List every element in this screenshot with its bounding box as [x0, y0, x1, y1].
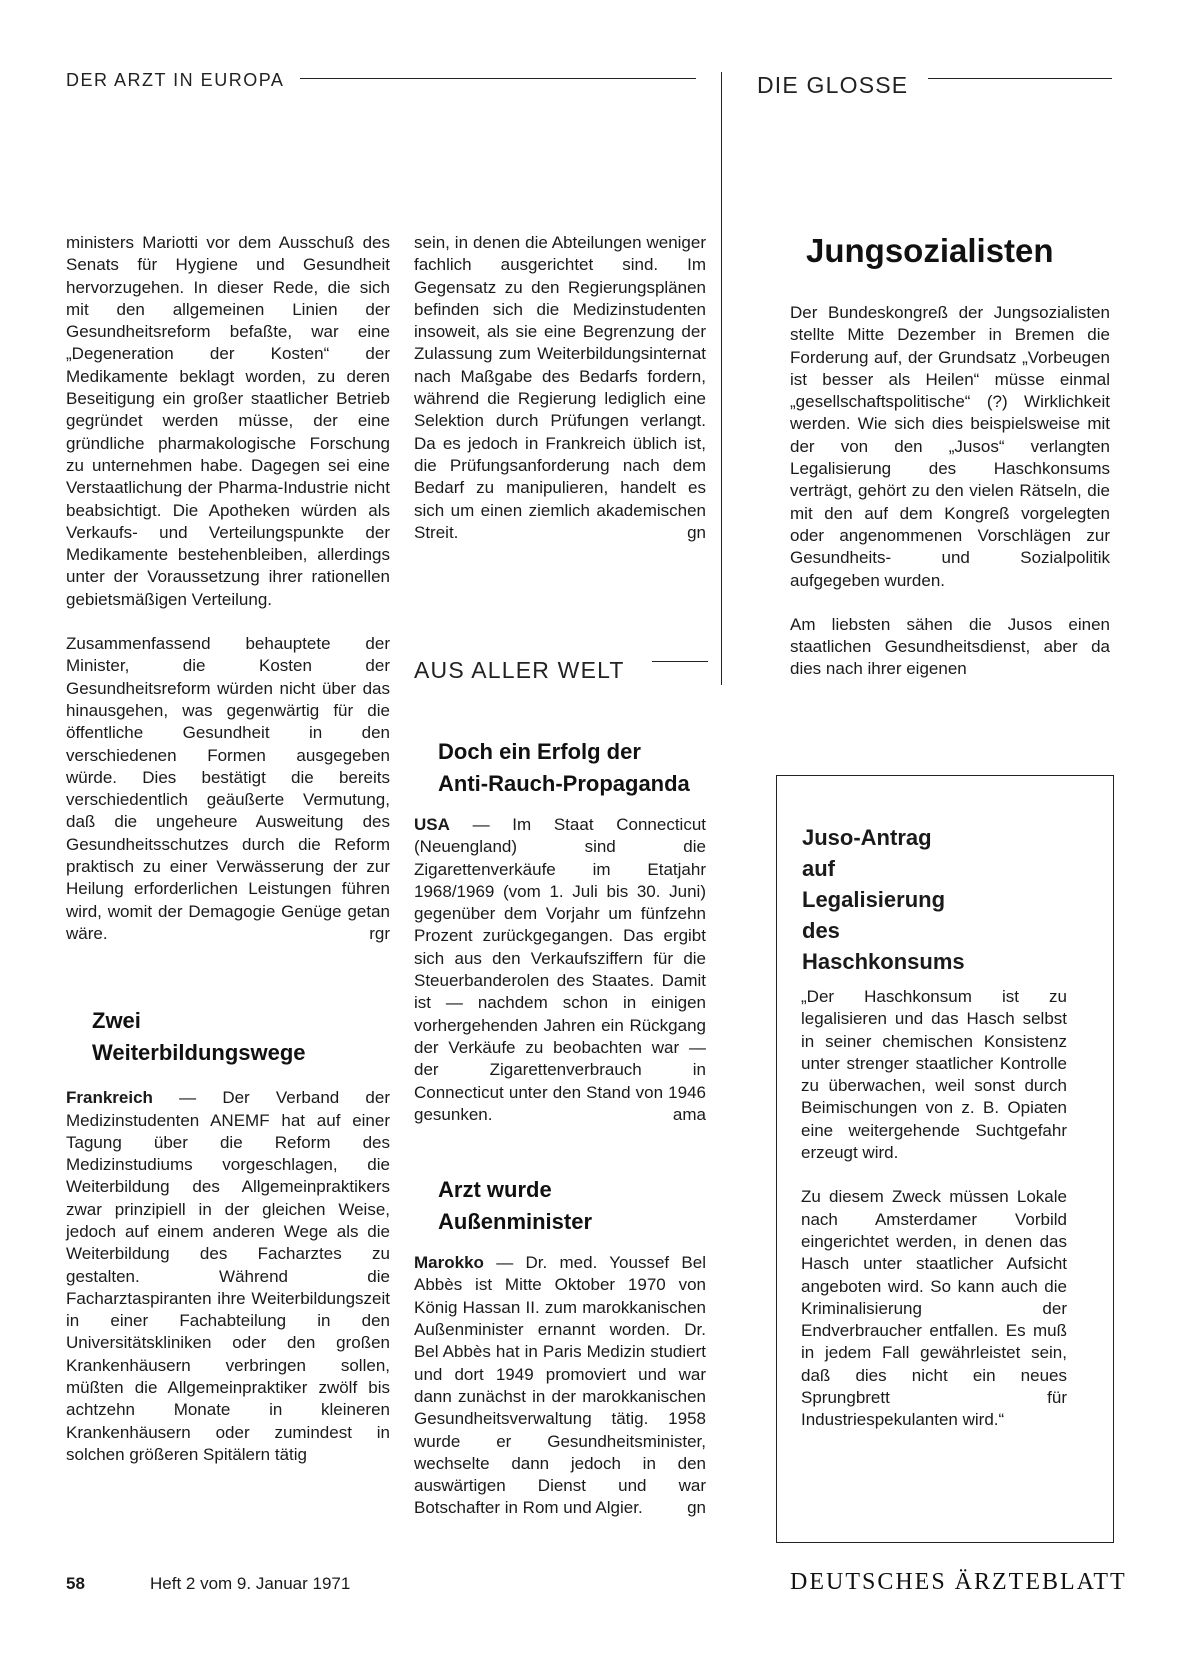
publication-name: DEUTSCHES ÄRZTEBLATT — [790, 1569, 1127, 1595]
column-2 — [414, 232, 706, 544]
article-dateline: USA — [414, 815, 450, 834]
section-label-aus-aller-welt: AUS ALLER WELT — [414, 657, 625, 683]
article-body — [66, 1087, 390, 1466]
article-text: — Dr. med. Youssef Bel Abbès ist Mitte Oktober 1970 von König Hassan II. zum marokkanischen Außenminister ernannt worden. Dr. Bel Abbès hat in Paris Medizin studiert und dort 1949 promoviert und war dann zunächst in der marokkanischen Gesundheitsverwaltung tätig. 1958 wurde er Gesundheitsminister, wechselte dann jedoch in den auswärtigen Dienst und war Botschafter in Rom und Algier. — [414, 1253, 706, 1518]
author-signature: rgr — [369, 923, 390, 943]
paragraph-text: Zusammenfassend behauptete der Minister, die Kosten der Gesundheitsreform würden nicht über das hinausgehen, was gegenwärtig für die öffentliche Gesundheit in den verschiedenen Formen ausgegeben würde. Dies bestätigt die bereits verschiedentlich geäußerte Vermutung, daß die ungeheure Ausweitung des Gesundheitsschutzes durch die Reform praktisch zu einer Verwässerung der zur Heilung erforderlichen Leistungen führen wird, womit der Demagogie Genüge getan wäre. — [66, 634, 390, 943]
article-body — [414, 1252, 706, 1520]
paragraph-text: sein, in denen die Abteilungen weniger fachlich ausgerichtet sind. Im Gegensatz zu den Regierungsplänen befinden sich die Medizinstudenten insoweit, als sie eine Begrenzung der Zulassung zum Weiterbildungsinternat nach Maßgabe des Bedarfs fordern, während die Regierung lediglich eine Selektion durch Prüfungen verlangt. Da es jedoch in Frankreich üblich ist, die Prüfungsanforderung nach dem Bedarf zu manipulieren, handelt es sich um einen ziemlich akademischen Streit. — [414, 233, 706, 542]
paragraph: Zu diesem Zweck müssen Lokale nach Amsterdamer Vorbild eingerichtet werden, in denen das Hasch unter staatlicher Aufsicht angeboten wird. So kann auch die Kriminalisierung der Endverbraucher entfallen. Es muß in jedem Fall gewährleistet sein, daß dies nicht ein neues Sprungbrett für Industriespekulanten wird.“ — [801, 1187, 1067, 1430]
column-divider — [721, 72, 722, 685]
article-dateline: Frankreich — [66, 1088, 153, 1108]
author-signature: gn — [687, 522, 706, 542]
paragraph: ministers Mariotti vor dem Ausschuß des Senats für Hygiene und Gesundheit hervorzugehen. In dieser Rede, die sich mit den allgemeinen Linien der Gesundheitsreform befaßte, war eine „Degeneration der Kosten“ der Medikamente beklagt worden, zu deren Beseitigung ein großer staatlicher Betrieb gegründet werden müsse, der eine gründliche pharmakologische Forschung zu unternehmen habe. Dagegen sei eine Verstaatlichung der Pharma-Industrie nicht beabsichtigt. Die Apotheken würden als Verkaufs- und Verteilungspunkte der Medikamente bestehenbleiben, allerdings unter der Voraussetzung ihrer rationellen gebietsmäßigen Verteilung. — [66, 233, 390, 609]
paragraph: Am liebsten sähen die Jusos einen staatlichen Gesundheitsdienst, aber da dies nach ihrer eigenen — [790, 614, 1110, 679]
section-label-der-arzt-in-europa: DER ARZT IN EUROPA — [66, 70, 285, 90]
article-headline: Doch ein Erfolg der Anti-Rauch-Propaganda — [438, 739, 690, 796]
column-1 — [66, 232, 390, 1466]
column-3 — [790, 302, 1110, 681]
header-rule-right — [928, 78, 1112, 79]
quote-box — [776, 775, 1114, 1543]
author-signature: ama — [672, 1104, 706, 1124]
paragraph: Der Bundeskongreß der Jungsozialisten stellte Mitte Dezember in Bremen die Forderung auf, der Grundsatz „Vorbeugen ist besser als Heilen“ müsse einmal „gesellschaftspolitische“ (?) Wirklichkeit werden. Wie sich dies beispielsweise mit der von den „Jusos“ verlangten Legalisierung des Haschkonsums verträgt, gehört zu den vielen Rätseln, die mit den auf dem Kongreß vorgelegten oder angenommenen Vorschlägen zur Gesundheits- und Sozialpolitik aufgegeben wurden. — [790, 303, 1110, 590]
box-body — [801, 986, 1067, 1432]
article-text: — Der Verband der Medizinstudenten ANEMF hat auf einer Tagung über die Reform des Medizinstudiums vorgeschlagen, die Weiterbildung des Allgemeinpraktikers zwar prinzipiell in der gleichen Weise, jedoch auf einem anderen Wege als die Weiterbildung des Facharztes zu gestalten. Während die Facharztaspiranten ihre Weiterbildungszeit in einer Fachabteilung in den Universitätskliniken oder den großen Krankenhäusern verbringen sollen, müßten die Allgemeinpraktiker zwölf bis achtzehn Monate in kleineren Krankenhäusern oder zumindest in solchen größeren Spitälern tätig — [66, 1088, 390, 1464]
paragraph: „Der Haschkonsum ist zu legalisieren und das Hasch selbst in seiner chemischen Konsistenz unter strenger staatlicher Kontrolle zu überwachen, weil sonst durch Beimischungen von z. B. Opiaten eine weitergehende Suchtgefahr erzeugt wird. — [801, 987, 1067, 1163]
article-dateline: Marokko — [414, 1253, 484, 1273]
paragraph — [66, 633, 390, 945]
column-2-articles — [414, 736, 706, 1520]
issue-info: Heft 2 vom 9. Januar 1971 — [150, 1574, 351, 1593]
article-body — [414, 814, 706, 1126]
article-text: — Im Staat Connecticut (Neuengland) sind die Zigarettenverkäufe im Etatjahr 1968/1969 (vom 1. Juli bis 30. Juni) gegenüber dem Vorjahr um fünfzehn Prozent zurückgegangen. Das ergibt sich aus den Verkaufsziffern für die Steuerbanderolen des Staates. Damit ist — nachdem schon in einigen vorhergehenden Jahren ein Rückgang der Verkäufe zu beobachten war — der Zigarettenverbrauch in Connecticut unter den Stand von 1946 gesunken. — [414, 815, 706, 1124]
gloss-title: Jungsozialisten — [806, 232, 1054, 269]
article-headline: Arzt wurde Außenminister — [438, 1177, 593, 1235]
page-number: 58 — [66, 1574, 85, 1593]
section-rule-aus-aller-welt — [652, 661, 708, 662]
header-rule-left — [300, 78, 696, 79]
article-headline: Zwei Weiterbildungswege — [92, 1008, 306, 1066]
author-signature: gn — [687, 1498, 706, 1518]
section-label-die-glosse: DIE GLOSSE — [757, 72, 909, 98]
paragraph — [414, 232, 706, 544]
box-headline: Juso-Antrag auf Legalisierung des Haschkonsums — [802, 825, 965, 974]
